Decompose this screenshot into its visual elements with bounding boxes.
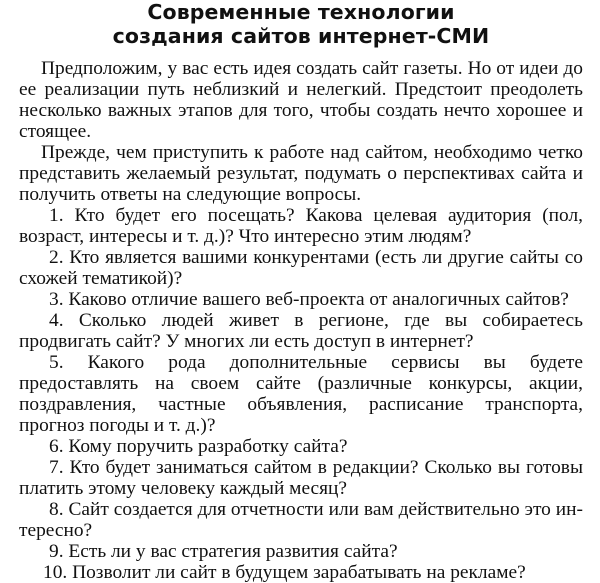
question-7: 7. Кто будет заниматься сайтом в редакции? Сколько вы готовы платить этому человеку каждый месяц? — [19, 457, 583, 499]
question-8: 8. Сайт создается для отчетности или вам действительно это интересно? — [19, 499, 583, 541]
question-1: 1. Кто будет его посещать? Какова целевая аудитория (пол, возраст, интересы и т. д.)? Что интересно этим людям? — [19, 205, 583, 247]
question-3: 3. Каково отличие вашего веб-проекта от аналогичных сайтов? — [49, 289, 569, 310]
title-line-2: создания сайтов интернет-СМИ — [112, 24, 490, 48]
paragraph-before-work: Прежде, чем приступить к работе над сайтом, необходимо четко представить желаемый результат, подумать о перспективах сайта и получить ответы на следующие вопросы. — [19, 142, 583, 205]
document-page — [19, 0, 583, 583]
body-text — [19, 58, 583, 583]
question-6: 6. Кому поручить разработку сайта? — [49, 436, 348, 457]
question-2: 2. Кто является вашими конкурентами (есть ли другие сайты со схожей тематикой)? — [19, 247, 583, 289]
question-9: 9. Есть ли у вас стратегия развития сайта? — [49, 541, 398, 562]
question-4: 4. Сколько людей живет в регионе, где вы собираетесь продвигать сайт? У многих ли есть доступ в интернет? — [19, 310, 583, 352]
question-5: 5. Какого рода дополнительные сервисы вы будете предоставлять на своем сайте (различные конкурсы, акции, поздравления, частные объявления, расписание транспорта, прогноз погоды и т. д.)? — [19, 352, 583, 436]
title-line-1: Современные технологии — [147, 0, 455, 24]
title-block — [19, 0, 583, 58]
question-10: 10. Позволит ли сайт в будущем зарабатывать на рекламе? — [43, 562, 526, 583]
paragraph-intro: Предположим, у вас есть идея создать сайт газеты. Но от идеи до ее реализации путь неблизкий и нелегкий. Предстоит преодолеть несколько важных этапов для того, чтобы создать нечто хорошее и стоящее. — [19, 58, 583, 142]
